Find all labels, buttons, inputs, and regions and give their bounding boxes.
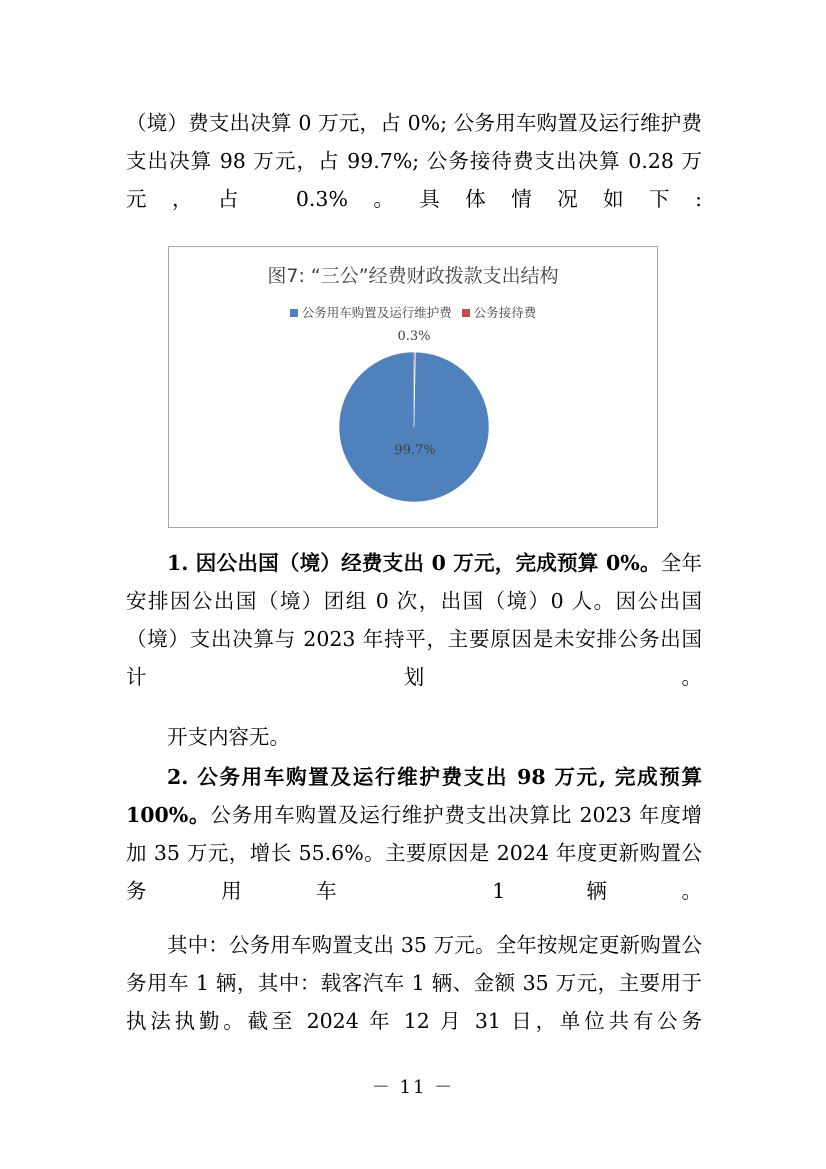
- paragraph-vehicle-purchase: 其中：公务用车购置支出 35 万元。全年按规定更新购置公务用车 1 辆，其中：载客汽车 1 辆、金额 35 万元，主要用于执法执勤。截至 2024 年 12 月 31 日，单位共有公务: [126, 933, 702, 1033]
- chart-title: 图7: “三公”经费财政拨款支出结构: [267, 265, 559, 287]
- pie-label-0: 99.7%: [394, 443, 436, 458]
- paragraph-item-2-body: 公务用车购置及运行维护费支出决算比 2023 年度增加 35 万元，增长 55.6%。主要原因是 2024 年度更新购置公务用车 1 辆。: [126, 803, 702, 903]
- legend-label-reception: 公务接待费: [473, 305, 537, 320]
- paragraph-intro: （境）费支出决算 0 万元，占 0%; 公务用车购置及运行维护费支出决算 98 万元，占 99.7%; 公务接待费支出决算 0.28 万元，占 0.3%。具体情况如下:: [126, 111, 702, 211]
- pie-chart-figure: [168, 246, 658, 528]
- pie-chart-canvas: [169, 247, 657, 527]
- pie-label-1: 0.3%: [397, 329, 431, 344]
- paragraph-item-1-heading: 1. 因公出国（境）经费支出 0 万元，完成预算 0%。: [167, 551, 661, 575]
- pie-slice-0: [339, 352, 489, 502]
- page-number: － 11 －: [371, 1077, 455, 1098]
- paragraph-item-1: [126, 544, 702, 696]
- paragraph-item-1-body: 全年安排因公出国（境）团组 0 次，出国（境）0 人。因公出国（境）支出决算与 2023 年持平，主要原因是未安排公务出国计划。: [126, 551, 702, 689]
- paragraph-expense-content: 开支内容无。: [167, 725, 290, 749]
- paragraph-item-2: [126, 758, 702, 910]
- paragraph-item-2-heading: 2. 公务用车购置及运行维护费支出 98 万元, 完成预算 100%。: [126, 765, 702, 827]
- legend-label-vehicle: 公务用车购置及运行维护费: [301, 305, 452, 320]
